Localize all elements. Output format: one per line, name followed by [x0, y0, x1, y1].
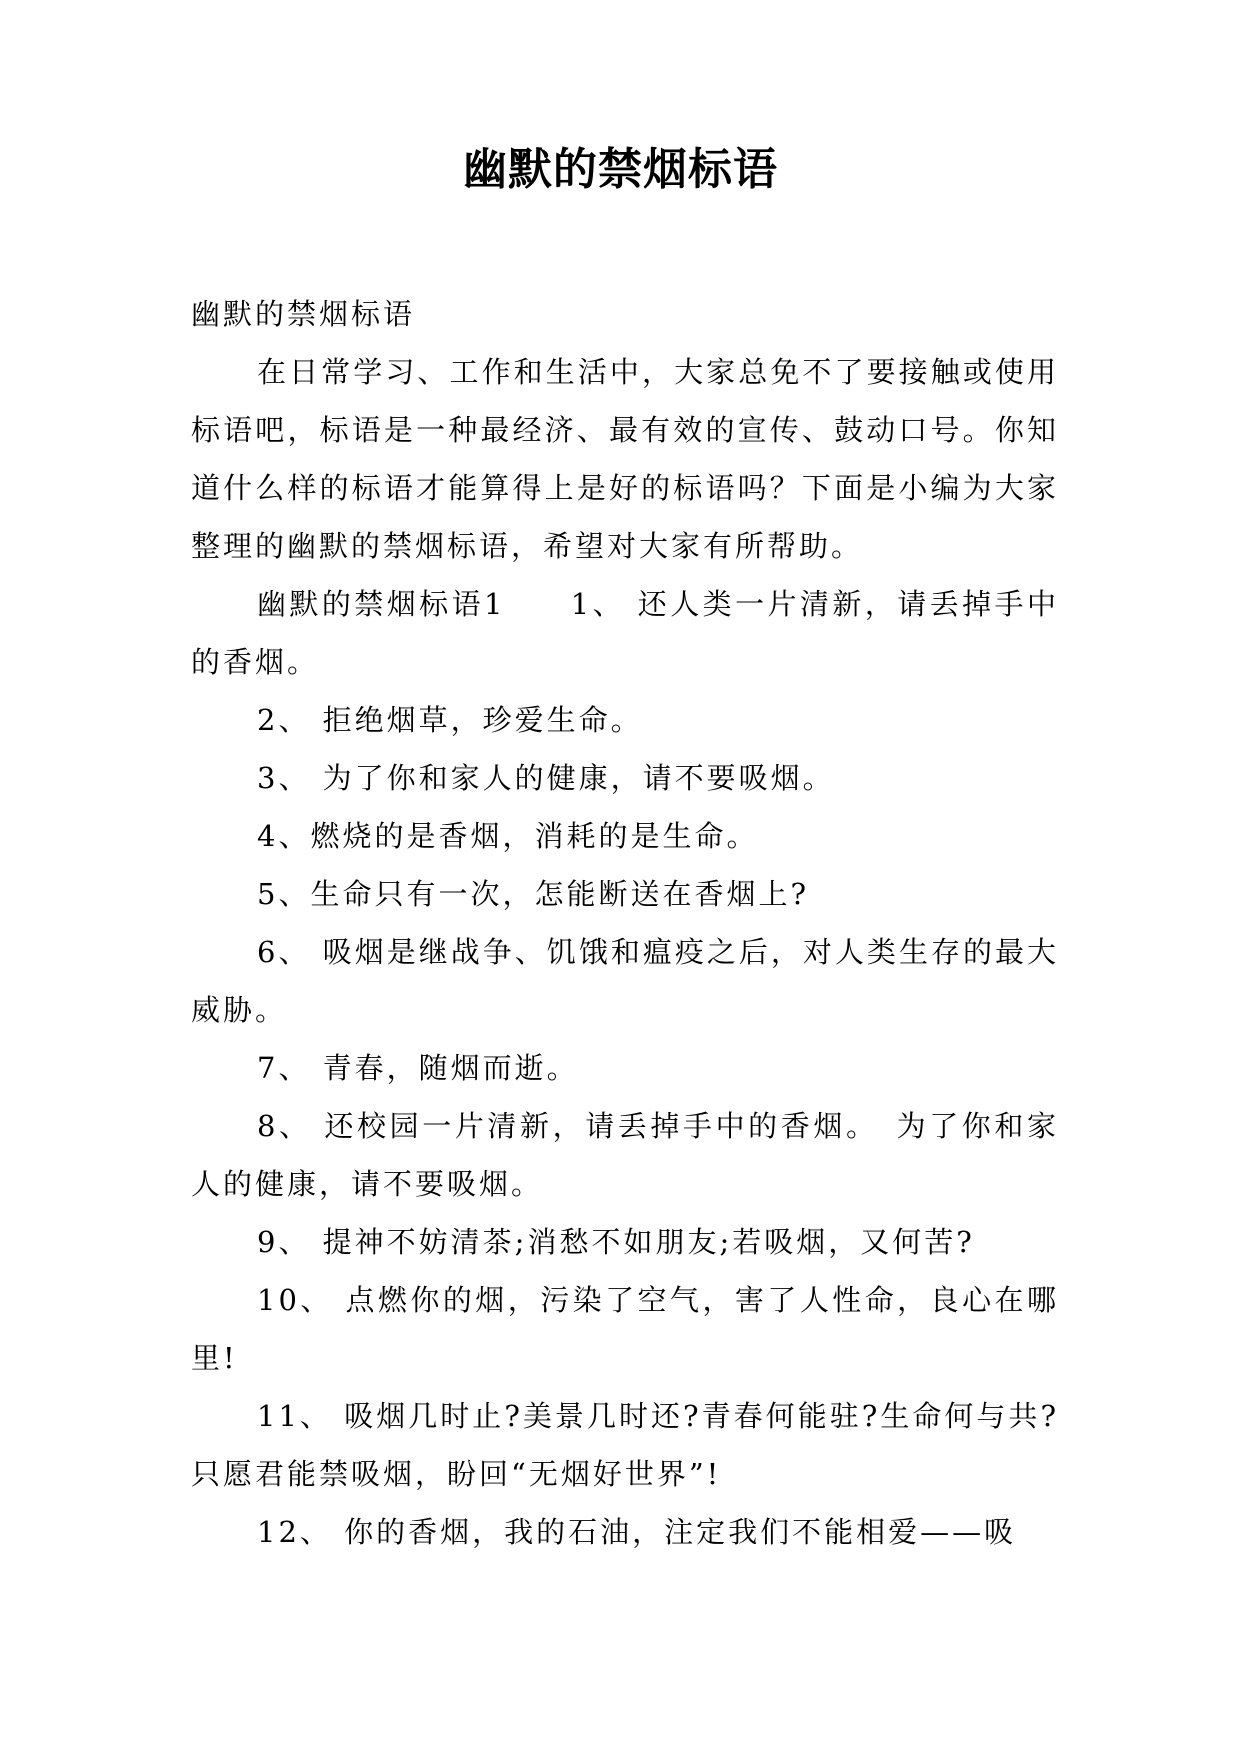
slogan-item-3: 3、 为了你和家人的健康，请不要吸烟。 [257, 761, 835, 795]
document-body [191, 285, 1059, 1561]
slogan-item-6: 6、 吸烟是继战争、饥饿和瘟疫之后，对人类生存的最大威胁。 [191, 935, 1059, 1027]
slogan-item-12: 12、 你的香烟，我的石油，注定我们不能相爱——吸 [257, 1515, 1017, 1549]
slogan-item-11: 11、 吸烟几时止?美景几时还?青春何能驻?生命何与共?只愿君能禁吸烟，盼回“无烟好世界”! [191, 1399, 1059, 1491]
slogan-item-8: 8、 还校园一片清新，请丢掉手中的香烟。 为了你和家人的健康，请不要吸烟。 [191, 1109, 1059, 1201]
slogan-item-7: 7、 青春，随烟而逝。 [257, 1051, 579, 1085]
intro-paragraph: 在日常学习、工作和生活中，大家总免不了要接触或使用标语吧，标语是一种最经济、最有效的宣传、鼓动口号。你知道什么样的标语才能算得上是好的标语吗？下面是小编为大家整理的幽默的禁烟标语，希望对大家有所帮助。 [191, 355, 1059, 563]
slogan-item-9: 9、 提神不妨清茶;消愁不如朋友;若吸烟，又何苦? [257, 1225, 975, 1259]
slogan-item-2: 2、 拒绝烟草，珍爱生命。 [257, 703, 643, 737]
slogan-item-4: 4、燃烧的是香烟，消耗的是生命。 [257, 819, 759, 853]
slogan-item-10: 10、 点燃你的烟，污染了空气，害了人性命，良心在哪里! [191, 1283, 1059, 1375]
slogan-item-5: 5、生命只有一次，怎能断送在香烟上? [257, 877, 809, 911]
document-title: 幽默的禁烟标语 [463, 144, 778, 195]
slogan-item-1: 幽默的禁烟标语1 1、 还人类一片清新，请丢掉手中的香烟。 [191, 587, 1059, 679]
document-subheading: 幽默的禁烟标语 [191, 297, 416, 331]
